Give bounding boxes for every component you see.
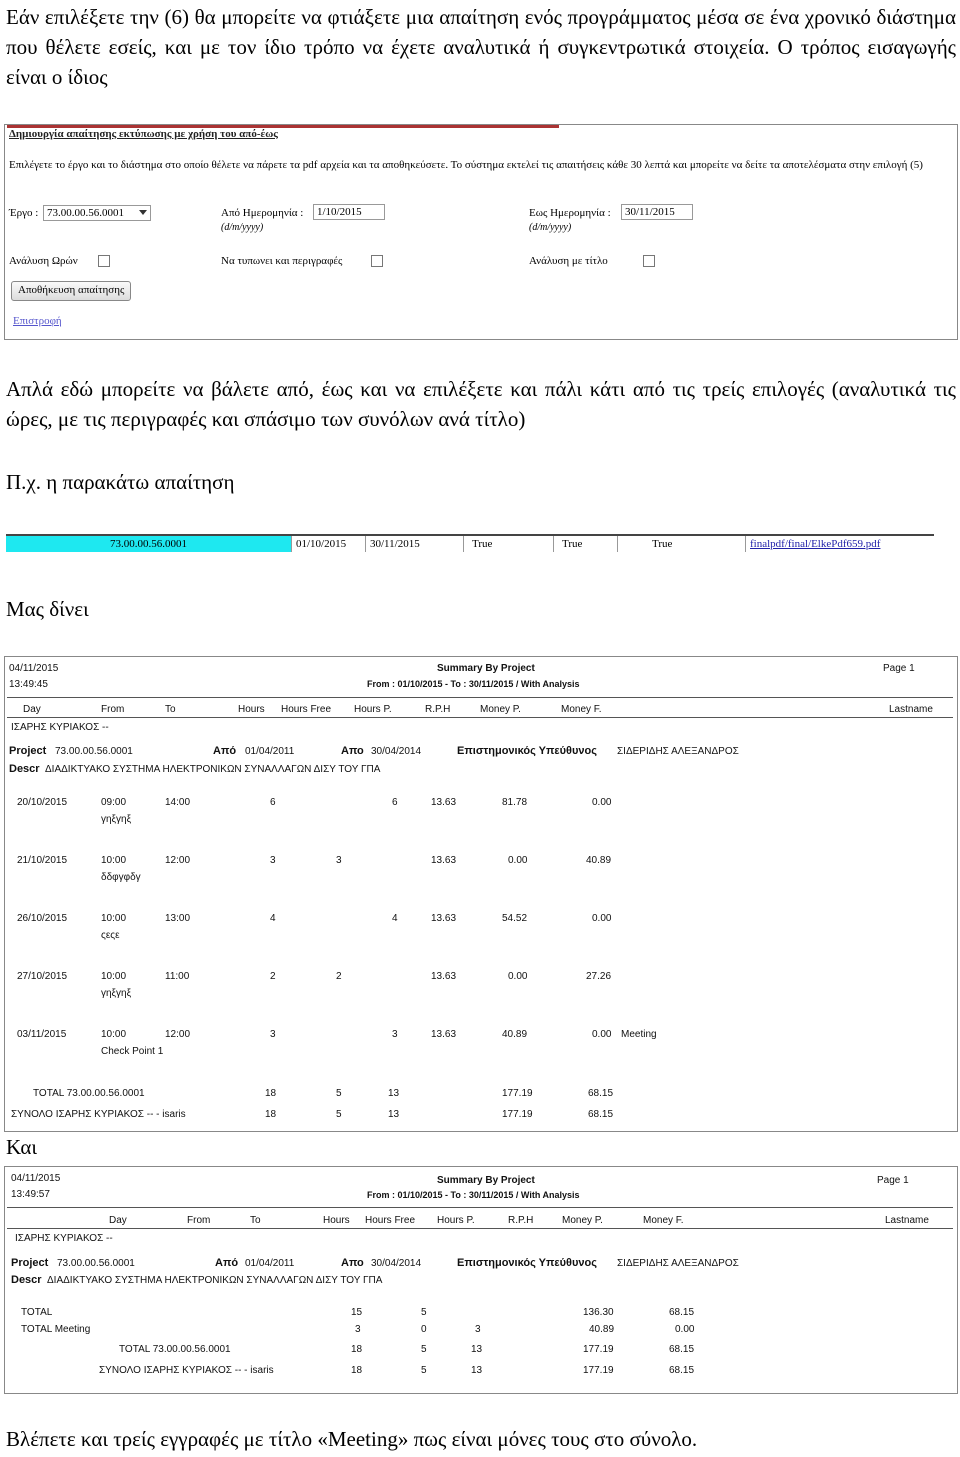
r1-row1-free: 3 [336,855,342,866]
r1-synolo-mp: 177.19 [502,1109,533,1120]
r1-total-mf: 68.15 [588,1088,614,1099]
report2-title: Summary By Project [437,1175,535,1186]
report2-page: Page 1 [877,1175,909,1186]
row-flag3-cell [618,536,746,552]
form-description: Επιλέγετε το έργο και το διάστημα στο οποίο θέλετε να πάρετε τα pdf αρχεία και τα αποθηκεύσετε. Το σύστημα εκτελεί τις απαιτήσεις κάθε 30 λεπτά και μπορείτε να δείτε τα αποτελέσματα στην επιλογή (5) [9,159,923,171]
r1-row4-rph: 13.63 [431,1029,457,1040]
r1-row3-mp: 0.00 [508,971,528,982]
report1-sci-label: Επιστημονικός Υπεύθυνος [457,745,597,757]
col-hours-p: Hours P. [354,704,392,715]
report2-apo2-label: Απο [341,1257,364,1269]
r2-project-total-mp: 177.19 [583,1344,614,1355]
report1-project-value: 73.00.00.56.0001 [55,746,133,757]
project-select[interactable] [43,205,151,221]
report-detailed-screenshot [4,656,958,1132]
r1-row3-mf: 27.26 [586,971,612,982]
col-from: From [101,704,125,715]
r1-row0-desc: γηξγηξ [101,814,132,825]
hours-analysis-label: Ανάλυση Ωρών [9,255,78,267]
r2-col-hours-p: Hours P. [437,1215,475,1226]
back-link[interactable]: Επιστροφή [13,315,62,327]
r1-row2-day: 26/10/2015 [17,913,68,924]
report1-sci-value: ΣΙΔΕΡΙΔΗΣ ΑΛΕΞΑΝΔΡΟΣ [617,746,739,757]
r2-project-total-free: 5 [421,1344,427,1355]
row-project-cell: 73.00.00.56.0001 [6,536,292,552]
r1-row3-hours: 2 [270,971,276,982]
example-paragraph: Π.χ. η παρακάτω απαίτηση [6,470,235,494]
report2-descr-value: ΔΙΑΔΙΚΤΥΑΚΟ ΣΥΣΤΗΜΑ ΗΛΕΚΤΡΟΝΙΚΩΝ ΣΥΝΑΛΛΑΓΩΝ ΔΙΣΥ ΤΟΥ ΓΠΑ [47,1275,383,1286]
report1-person: ΙΣΑΡΗΣ ΚΥΡΙΑΚΟΣ -- [11,722,109,733]
r1-row1-mf: 40.89 [586,855,612,866]
form-title: Δημιουργία απαίτησης εκτύπωσης με χρήση του από-έως [9,128,278,140]
r2-synolo-hours: 18 [351,1365,363,1376]
col-hours-free: Hours Free [281,704,332,715]
r2-project-total-label: TOTAL 73.00.00.56.0001 [119,1344,231,1355]
report2-apo1-value: 01/04/2011 [245,1258,295,1269]
report1-project-label: Project [9,745,47,757]
r1-row2-from: 10:00 [101,913,127,924]
report2-time: 13:49:57 [11,1189,50,1200]
report2-project-label: Project [11,1257,49,1269]
report1-header-line [7,697,953,698]
r1-row2-hours: 4 [270,913,276,924]
r1-row4-mf: 0.00 [592,1029,612,1040]
gives-paragraph: Μας δίνει [6,597,89,621]
chevron-down-icon [139,210,147,215]
r1-total-hours: 18 [265,1088,277,1099]
r1-row1-from: 10:00 [101,855,127,866]
r1-row0-mp: 81.78 [502,797,528,808]
to-date-label: Εως Ημερομηνία : [529,207,611,219]
r2-col-day: Day [109,1215,127,1226]
r2-col-lastname: Lastname [885,1215,929,1226]
r1-row0-rph: 13.63 [431,797,457,808]
r1-row4-hours: 3 [270,1029,276,1040]
report1-time: 13:49:45 [9,679,48,690]
r1-row3-day: 27/10/2015 [17,971,68,982]
conclusion-paragraph: Βλέπετε και τρείς εγγραφές με τίτλο «Meeting» πως είναι μόνες τους στο σύνολο. [6,1427,698,1451]
col-money-p: Money P. [480,704,521,715]
r1-total-free: 5 [336,1088,342,1099]
row-from-cell: 01/10/2015 [292,536,366,552]
r2-synolo-free: 5 [421,1365,427,1376]
request-form-screenshot [4,124,958,340]
project-select-value: 73.00.00.56.0001 [47,207,124,219]
row-file-link[interactable]: finalpdf/final/ElkePdf659.pdf [750,538,881,550]
r1-synolo-free: 5 [336,1109,342,1120]
r1-row3-from: 10:00 [101,971,127,982]
report1-date: 04/11/2015 [9,663,59,674]
r1-row4-desc: Check Point 1 [101,1046,164,1057]
report1-range: From : 01/10/2015 - To : 30/11/2015 / With Analysis [367,679,580,689]
r2-col-to: To [250,1215,261,1226]
report1-apo2-label: Απο [341,745,364,757]
r2-col-hours-free: Hours Free [365,1215,416,1226]
r1-row4-note: Meeting [621,1029,657,1040]
r1-row3-to: 11:00 [165,971,190,982]
r1-synolo-hp: 13 [388,1109,400,1120]
r1-row2-to: 13:00 [165,913,191,924]
to-date-input[interactable]: 30/11/2015 [621,204,693,220]
r2-meeting-mf: 0.00 [675,1324,695,1335]
r1-row0-mf: 0.00 [592,797,612,808]
title-analysis-checkbox[interactable] [643,255,655,267]
report1-apo1-value: 01/04/2011 [245,746,295,757]
r1-row1-day: 21/10/2015 [17,855,68,866]
report2-sci-value: ΣΙΔΕΡΙΔΗΣ ΑΛΕΞΑΝΔΡΟΣ [617,1258,739,1269]
report1-page: Page 1 [883,663,915,674]
r2-project-total-hp: 13 [471,1344,483,1355]
from-date-label: Από Ημερομηνία : [221,207,304,219]
r2-col-from: From [187,1215,211,1226]
report2-apo1-label: Από [215,1257,239,1269]
r2-total-mp: 136.30 [583,1307,614,1318]
row-file-cell [746,536,934,552]
r2-project-total-hours: 18 [351,1344,363,1355]
row-flag2-cell [554,536,618,552]
r1-row1-to: 12:00 [165,855,191,866]
title-analysis-label: Ανάλυση με τίτλο [529,255,608,267]
report2-range: From : 01/10/2015 - To : 30/11/2015 / With Analysis [367,1190,580,1200]
row-flag1-cell [464,536,554,552]
r2-total-label: TOTAL [21,1307,53,1318]
r1-row4-hp: 3 [392,1029,398,1040]
print-descriptions-checkbox[interactable] [371,255,383,267]
report-by-title-screenshot [4,1166,958,1394]
r1-row1-rph: 13.63 [431,855,457,866]
r1-row2-desc: ςεςε [101,930,120,941]
r2-total-free: 5 [421,1307,427,1318]
report2-descr-label: Descr [11,1274,42,1286]
r1-row4-to: 12:00 [165,1029,191,1040]
r1-row3-free: 2 [336,971,342,982]
save-request-button[interactable]: Αποθήκευση απαίτησης [11,281,131,301]
report2-apo2-value: 30/04/2014 [371,1258,422,1269]
r1-row0-hours: 6 [270,797,276,808]
r1-row0-to: 14:00 [165,797,191,808]
report2-person: ΙΣΑΡΗΣ ΚΥΡΙΑΚΟΣ -- [15,1233,113,1244]
and-paragraph: Και [6,1135,38,1159]
r1-synolo-label: ΣΥΝΟΛΟ ΙΣΑΡΗΣ ΚΥΡΙΑΚΟΣ -- - isaris [11,1109,186,1120]
r2-col-hours: Hours [323,1215,350,1226]
r1-row4-from: 10:00 [101,1029,127,1040]
r2-meeting-mp: 40.89 [589,1324,615,1335]
r1-total-label: TOTAL 73.00.00.56.0001 [33,1088,145,1099]
r1-synolo-hours: 18 [265,1109,277,1120]
r1-row0-day: 20/10/2015 [17,797,68,808]
report1-title: Summary By Project [437,663,535,674]
row-flag3: True [652,538,673,550]
hours-analysis-checkbox[interactable] [98,255,110,267]
col-rph: R.P.H [425,704,451,715]
row-flag2: True [562,538,583,550]
row-to-cell: 30/11/2015 [366,536,464,552]
r1-row1-hours: 3 [270,855,276,866]
r1-row4-mp: 40.89 [502,1029,528,1040]
col-to: To [165,704,176,715]
print-descriptions-label: Να τυπωνει και περιγραφές [221,255,343,267]
report1-apo1-label: Από [213,745,237,757]
r2-meeting-label: TOTAL Meeting [21,1324,91,1335]
request-row-screenshot [6,534,934,552]
r2-synolo-mf: 68.15 [669,1365,695,1376]
report2-header-line [7,1207,953,1208]
report1-columns-line [7,717,953,718]
r2-total-mf: 68.15 [669,1307,695,1318]
col-hours: Hours [238,704,265,715]
col-lastname: Lastname [889,704,933,715]
r2-col-money-p: Money P. [562,1215,603,1226]
r2-synolo-hp: 13 [471,1365,483,1376]
r1-row0-hp: 6 [392,797,398,808]
r1-row1-desc: δδφγφδγ [101,872,141,883]
r1-row2-mf: 0.00 [592,913,612,924]
report2-sci-label: Επιστημονικός Υπεύθυνος [457,1257,597,1269]
r1-row0-from: 09:00 [101,797,127,808]
r2-col-rph: R.P.H [508,1215,534,1226]
r1-total-mp: 177.19 [502,1088,533,1099]
to-date-format: (d/m/yyyy) [529,222,572,233]
r2-total-hours: 15 [351,1307,363,1318]
report1-descr-value: ΔΙΑΔΙΚΤΥΑΚΟ ΣΥΣΤΗΜΑ ΗΛΕΚΤΡΟΝΙΚΩΝ ΣΥΝΑΛΛΑΓΩΝ ΔΙΣΥ ΤΟΥ ΓΠΑ [45,764,381,775]
r1-row2-rph: 13.63 [431,913,457,924]
r2-project-total-mf: 68.15 [669,1344,695,1355]
r1-row3-rph: 13.63 [431,971,457,982]
r1-total-hp: 13 [388,1088,400,1099]
r2-meeting-free: 0 [421,1324,427,1335]
report2-date: 04/11/2015 [11,1173,61,1184]
r1-synolo-mf: 68.15 [588,1109,614,1120]
from-date-input[interactable]: 1/10/2015 [313,204,385,220]
from-date-format: (d/m/yyyy) [221,222,264,233]
r2-meeting-hours: 3 [355,1324,361,1335]
report1-apo2-value: 30/04/2014 [371,746,422,757]
col-day: Day [23,704,41,715]
report2-project-value: 73.00.00.56.0001 [57,1258,135,1269]
report1-descr-label: Descr [9,763,40,775]
r2-col-money-f: Money F. [643,1215,684,1226]
r1-row1-mp: 0.00 [508,855,528,866]
intro-paragraph: Εάν επιλέξετε την (6) θα μπορείτε να φτιάξετε μια απαίτηση ενός προγράμματος μέσα σε ένα χρονικό διάστημα που θέλετε εσείς, και με τον ίδιο τρόπο να έχετε αναλυτικά ή συγκεντρωτικά στοιχεία. Ο τρόπος εισαγωγής είναι ο ίδιος [6,5,956,89]
r2-synolo-mp: 177.19 [583,1365,614,1376]
row-flag1: True [472,538,493,550]
project-label: Έργο : [9,207,39,219]
r1-row2-mp: 54.52 [502,913,528,924]
r2-meeting-hp: 3 [475,1324,481,1335]
r1-row2-hp: 4 [392,913,398,924]
r1-row4-day: 03/11/2015 [17,1029,67,1040]
simple-paragraph: Απλά εδώ μπορείτε να βάλετε από, έως και να επιλέξετε και πάλι κάτι από τις τρείς επιλογές (αναλυτικά τις ώρες, με τις περιγραφές και σπάσιμο των συνόλων ανά τίτλο) [6,377,956,431]
r1-row3-desc: γηξγηξ [101,988,132,999]
col-money-f: Money F. [561,704,602,715]
r2-synolo-label: ΣΥΝΟΛΟ ΙΣΑΡΗΣ ΚΥΡΙΑΚΟΣ -- - isaris [99,1365,274,1376]
report2-columns-line [7,1228,953,1229]
